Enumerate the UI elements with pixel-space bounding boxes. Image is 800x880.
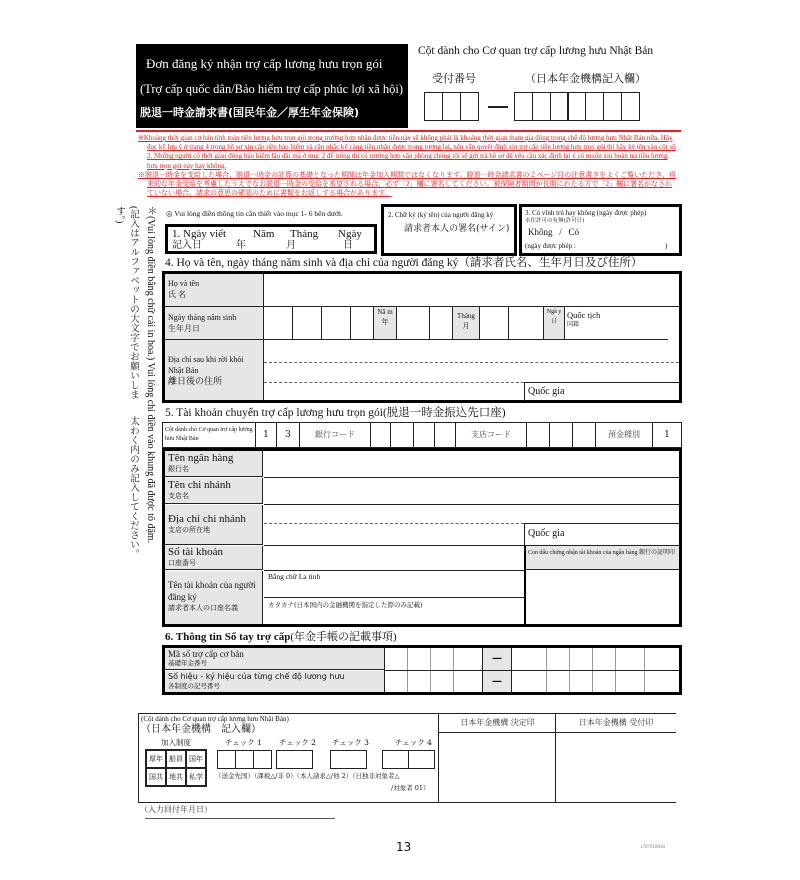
- basic-pension-label-cell: [165, 648, 384, 670]
- notice-vi: ※Khoảng thời gian cơ bản tính toán tiền lương hưu trọn gói trong trường hợp nhận được tiền này sẽ không phải là khoảng thời gian tham gia đóng trong chế độ lương hưu Nhật Bản nữa. Hãy đọc kỹ lưu ý ở trang 4 trong hồ sơ xin cấp tiền bảo hiểm và cân nhắc kỹ càng tiền nhận được trong tương lai, nếu vẫn quyết định xin trợ cấp tiền lương hưu trọn gói thì hãy ký tên vào cột số 2. Những người có thời gian đóng bảo hiểm lâu dài mà ở mục 2 để trống thì có trường hợp văn phòng chúng tôi sẽ gửi trả hồ sơ để yêu cầu xác định lại ý có muốn xin hoàn trả tiền lương hưu trọn gói này hay không.: [138, 134, 676, 170]
- receipt-stamp-area[interactable]: [555, 714, 676, 802]
- dob-day-label: [544, 307, 565, 339]
- branch-name-input[interactable]: [264, 478, 679, 505]
- branch-code-digit[interactable]: [573, 423, 596, 447]
- deposit-type-value: 1: [664, 430, 670, 440]
- enroll-scheme-label: 加入制度: [161, 738, 191, 747]
- nationality-label-ja: 国籍: [567, 322, 580, 328]
- scheme-cell[interactable]: 国共: [146, 768, 166, 786]
- section6-title-vi: 6. Thông tin Sổ tay trợ cấp: [165, 631, 291, 643]
- account-number-label-ja: 口座番号: [168, 559, 196, 567]
- bank-code-prefix-2: 3: [277, 423, 300, 447]
- decision-stamp-area[interactable]: [438, 714, 556, 802]
- scheme-cell[interactable]: 厚年: [146, 750, 166, 768]
- account-holder-katakana-input[interactable]: [264, 598, 526, 624]
- account-holder-label-ja: 請求者本人の口座名義: [168, 604, 238, 612]
- section2-label-vi: 2. Chữ ký (ký tên) của người đăng ký: [388, 211, 494, 219]
- office-use-block: [138, 713, 676, 803]
- section5-title: 5. Tài khoản chuyển trợ cấp lương hưu trọn gói(脱退一時金振込先口座): [165, 407, 506, 419]
- agency-entry-label: （日本年金機構記入欄）: [525, 72, 646, 85]
- scheme-cell[interactable]: 船員: [166, 750, 186, 768]
- form-subtitle-vi: (Trợ cấp quốc dân/Bảo hiểm trợ cấp phúc lợi xã hội): [140, 82, 404, 96]
- check2-box[interactable]: [276, 750, 313, 769]
- day-label-ja: 日: [343, 240, 353, 251]
- section1-date-box[interactable]: [165, 224, 377, 254]
- dob-year-label: [374, 307, 397, 339]
- pension-dash-2: —: [492, 676, 502, 687]
- section6-table: [162, 645, 682, 695]
- year-label-vi: Năm: [253, 228, 275, 240]
- dob-month-vi: Tháng: [457, 312, 475, 320]
- dob-month-digit[interactable]: [397, 307, 430, 339]
- bank-code-digit[interactable]: [435, 423, 456, 447]
- branch-address-label-cell: [165, 505, 263, 545]
- receipt-dash: [488, 106, 508, 108]
- document-code: 1707018030: [640, 845, 665, 850]
- basic-pension-label-vi: Mã số trợ cấp cơ bản: [168, 649, 244, 659]
- branch-code-digit[interactable]: [527, 423, 550, 447]
- branch-address-label-vi: Địa chỉ chi nhánh: [168, 513, 246, 525]
- bank-name-label-vi: Tên ngân hàng: [168, 452, 234, 464]
- check-notes: （送金先国）（課税△/非 0）（本人請求△/他 2）（日独非対象者△: [215, 772, 400, 780]
- branch-country-label: Quốc gia: [528, 528, 565, 539]
- office-note-ja: （日本年金機構 記入欄）: [141, 724, 261, 735]
- year-label-ja: 年: [236, 240, 246, 251]
- dob-boxes[interactable]: [264, 307, 668, 340]
- scheme-cell[interactable]: 地共: [166, 768, 186, 786]
- page-number: 13: [396, 840, 412, 854]
- bank-stamp-label: Con dấu chứng nhận tài khoản của ngân hàng 銀行の証明印: [526, 546, 679, 570]
- scheme-cell[interactable]: 国年: [186, 750, 206, 768]
- dob-year-digit[interactable]: [264, 307, 293, 339]
- section3-permanent-residence-box[interactable]: [519, 204, 682, 256]
- bank-code-digit[interactable]: [371, 423, 391, 447]
- branch-address-input[interactable]: [264, 505, 679, 546]
- address-label-cell: [165, 340, 264, 400]
- side-note-vi: ＊(Vui lòng điền bằng chữ cái in hoa.) Vui lòng chỉ điền vào khung đã được tô đậm.: [145, 206, 156, 544]
- dob-year-digit[interactable]: [322, 307, 351, 339]
- branch-name-label-vi: Tên chi nhánh: [168, 479, 231, 491]
- dob-month-label: [453, 307, 480, 339]
- dob-year-vi: Nă m: [377, 308, 393, 316]
- enroll-scheme-grid: [145, 749, 207, 787]
- month-label-vi: Tháng: [290, 228, 319, 240]
- check3-label: チェック 3: [332, 738, 369, 747]
- bank-name-label-ja: 銀行名: [168, 465, 189, 473]
- branch-address-label-ja: 支店の所在地: [168, 526, 210, 534]
- receipt-stamp-label: 日本年金機構 受付印: [556, 714, 676, 733]
- check2-label: チェック 2: [279, 738, 316, 747]
- bank-name-input[interactable]: [264, 451, 679, 478]
- check1-boxes[interactable]: [217, 750, 270, 769]
- name-label-vi: Họ và tên: [168, 279, 200, 288]
- bank-code-row: [162, 422, 682, 448]
- address-label-vi: Địa chỉ sau khi rời khỏi Nhật Bản: [168, 355, 244, 375]
- dob-label-vi: Ngày tháng năm sinh: [168, 313, 237, 322]
- nationality-label-vi: Quốc tịch: [567, 310, 601, 320]
- name-input[interactable]: [264, 274, 679, 307]
- bank-stamp-area[interactable]: [526, 571, 679, 624]
- account-holder-label-vi: Tên tài khoản của người đăng ký: [168, 580, 256, 602]
- account-holder-latin-input[interactable]: [264, 571, 526, 598]
- scheme-number-label-vi: Số hiệu - ký hiệu của từng chế độ lương hưu: [168, 672, 345, 681]
- dob-day-digit[interactable]: [480, 307, 509, 339]
- check3-box[interactable]: [330, 750, 367, 769]
- nationality-cell[interactable]: [565, 307, 668, 339]
- section4-title: 4. Họ và tên, ngày tháng năm sinh và địa chỉ của người đăng ký（請求者氏名、生年月日及び住所）: [165, 257, 643, 269]
- branch-name-label-cell: [165, 478, 263, 504]
- pension-dash-1: —: [483, 648, 511, 671]
- dob-month-digit[interactable]: [430, 307, 453, 339]
- decision-stamp-label: 日本年金機構 決定印: [439, 714, 556, 733]
- form-title-ja: 脱退一時金請求書(国民年金／厚生年金保険): [140, 106, 360, 119]
- input-date-label: （入力回付年月日）: [140, 805, 212, 814]
- bank-code-digit[interactable]: [391, 423, 414, 447]
- dob-year-digit[interactable]: [351, 307, 374, 339]
- name-label-cell: [165, 274, 264, 307]
- check4-boxes[interactable]: [382, 750, 434, 769]
- section4-table: [162, 271, 682, 403]
- basic-pension-label-ja: 基礎年金番号: [168, 660, 207, 667]
- dob-day-ja: 日: [550, 319, 557, 325]
- account-number-label-vi: Số tài khoản: [168, 546, 223, 558]
- check4-label: チェック 4: [395, 738, 432, 747]
- month-label-ja: 月: [286, 240, 296, 251]
- side-note-ja1: (記入はアルファベットの大文字でお願いします。): [114, 206, 138, 400]
- address-label-ja: 離日後の住所: [168, 376, 223, 386]
- input-date-line[interactable]: [145, 818, 335, 819]
- dob-year-ja: 年: [381, 318, 389, 326]
- deposit-type-label: 預金種別: [596, 423, 653, 447]
- receipt-number-suffix-boxes[interactable]: [514, 92, 639, 121]
- bank-code-label: 銀行コード: [300, 423, 371, 447]
- bank-code-digit[interactable]: [414, 423, 435, 447]
- check1-label: チェック 1: [225, 738, 262, 747]
- address-country-cell[interactable]: [524, 382, 680, 401]
- section3-label-vi: 3. Có vĩnh trú hay không (ngày được phép): [525, 209, 647, 217]
- scheme-cell[interactable]: 私学: [186, 768, 206, 786]
- section2-signature-box[interactable]: [381, 204, 517, 256]
- address-input[interactable]: [264, 340, 679, 400]
- notice-divider: [136, 130, 681, 132]
- notice-ja: ※脱退一時金を支給した場合、脱退一時金の計算の基礎となった期間は年金加入期間ではなくなります。脱退一時金請求書の２ページ目の注意書きをよくご覧いただき、将来的な年金受給を考慮したうえでなお脱退一時金の受給を希望される場合、必ず「2」欄に署名してください。被保険者期間が長期にわたる方で「2」欄に署名がなされていない場合、請求の意思の確認のために書類をお返しする場合があります。: [138, 170, 677, 198]
- dob-month-ja: 月: [462, 322, 470, 330]
- agency-col-label: Cột dành cho Cơ quan trợ cấp lương hưu Nhật Bản: [163, 423, 256, 447]
- dob-year-digit[interactable]: [293, 307, 322, 339]
- scheme-number-label-ja: 各制度の記号番号: [168, 682, 220, 690]
- section3-label-ja: 永住許可の有無(許可日): [525, 218, 585, 224]
- dob-label-cell: [165, 307, 264, 340]
- katakana-label: カタカナ(日本国内の金融機関を指定した際のみ記載): [268, 601, 423, 609]
- dob-day-vi: Ngà y: [546, 309, 562, 315]
- form-title-vi: Đơn đăng ký nhận trợ cấp lương hưu trọn gói: [146, 56, 383, 71]
- bank-name-label-cell: [165, 451, 263, 477]
- agency-column-note: Cột dành cho Cơ quan trợ cấp lương hưu Nhật Bản: [418, 45, 654, 57]
- section5-table: [162, 448, 682, 627]
- account-holder-label-cell: [165, 571, 263, 624]
- section6-title-ja: (年金手帳の記載事項): [290, 631, 397, 643]
- branch-country-cell[interactable]: [524, 523, 680, 546]
- latin-label: Bằng chữ La tinh: [268, 572, 321, 581]
- scheme-number-label-cell: [165, 671, 384, 692]
- office-note-vi: (Cột dành cho Cơ quan trợ cấp lương hưu Nhật Bản): [141, 715, 289, 723]
- side-note-ja2: 太わく内のみ記入してください。: [128, 416, 138, 559]
- section1-label-ja: 記入日: [172, 240, 202, 251]
- permit-date-label: (ngày được phép :: [525, 242, 576, 250]
- section6-title: [165, 631, 397, 644]
- check-notes-2: /対象者 01）: [391, 784, 430, 792]
- day-label-vi: Ngày: [338, 228, 362, 240]
- dob-label-ja: 生年月日: [168, 324, 200, 333]
- name-label-ja: 氏 名: [168, 290, 186, 299]
- account-number-input[interactable]: [264, 546, 526, 571]
- section2-label-ja: 請求者本人の署名(サイン): [404, 224, 510, 234]
- receipt-number-label: 受付番号: [432, 72, 476, 85]
- permit-date-close: ): [665, 242, 668, 250]
- receipt-number-prefix-boxes[interactable]: [424, 92, 477, 121]
- bank-code-prefix-1: 1: [256, 423, 277, 447]
- branch-code-digit[interactable]: [550, 423, 573, 447]
- residence-options[interactable]: Không / Có: [528, 227, 580, 237]
- address-country-label: Quốc gia: [528, 386, 565, 397]
- dob-day-digit[interactable]: [509, 307, 544, 339]
- branch-name-label-ja: 支店名: [168, 492, 189, 500]
- branch-code-label: 支店コード: [456, 423, 527, 447]
- instruction-text: ◎ Vui lòng điền thông tin cần thiết vào mục 1- 6 bên dưới.: [166, 209, 343, 218]
- form-title-block: [136, 44, 408, 128]
- notices: [138, 134, 678, 198]
- account-number-label-cell: [165, 546, 263, 570]
- section1-label-vi: 1. Ngày viết: [172, 228, 227, 240]
